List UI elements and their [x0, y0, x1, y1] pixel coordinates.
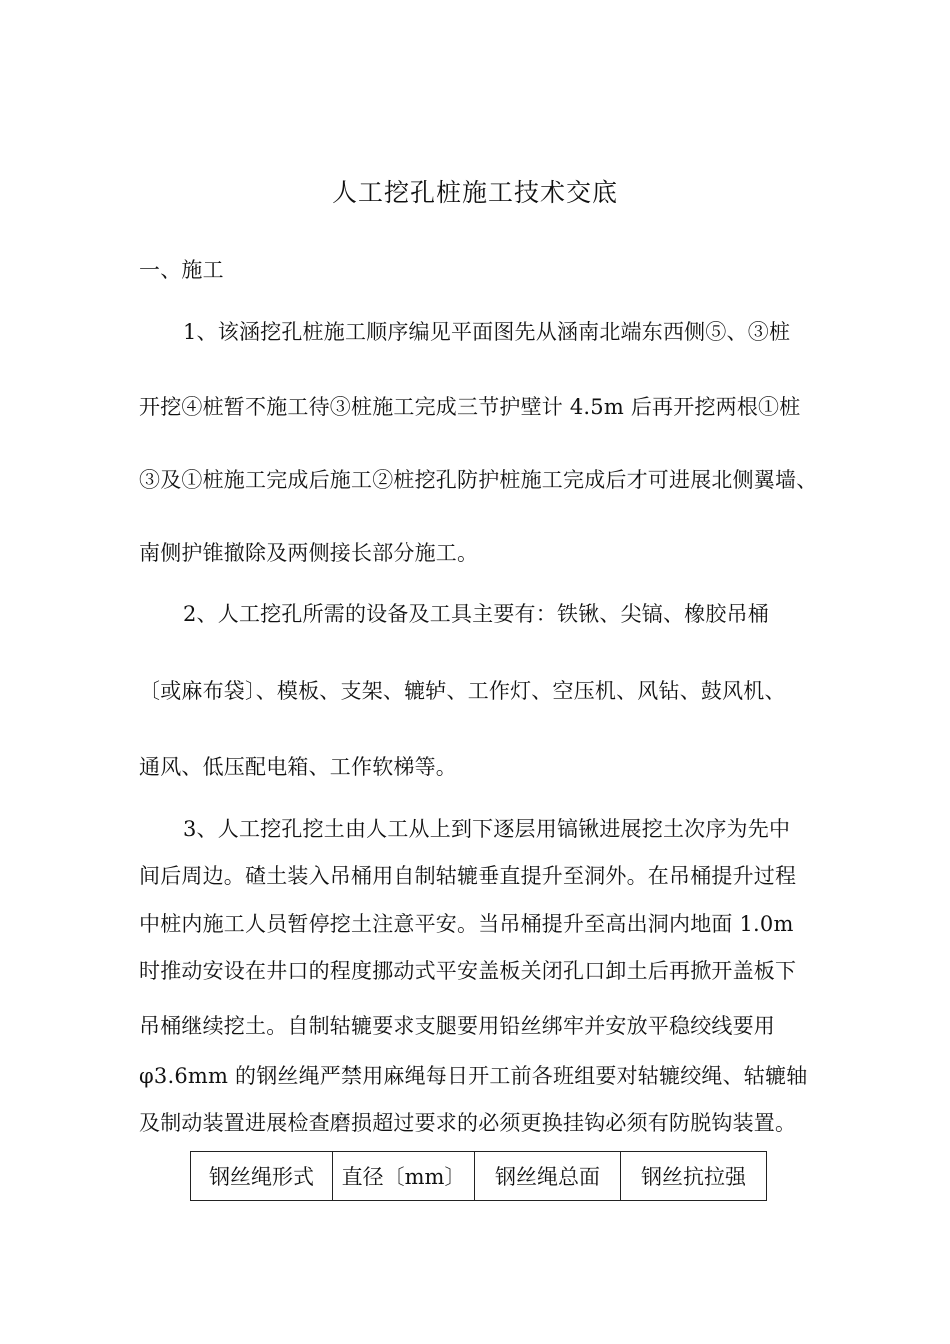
section-heading: 一、施工 — [139, 258, 224, 282]
paragraph-line: 时推动安设在井口的程度挪动式平安盖板关闭孔口卸土后再掀开盖板下 — [139, 959, 797, 983]
paragraph-line: 吊桶继续挖土。自制轱辘要求支腿要用铅丝绑牢并安放平稳绞线要用 — [139, 1014, 775, 1038]
table-header-row — [191, 1152, 767, 1201]
paragraph-line: 〔或麻布袋〕、模板、支架、辘轳、工作灯、空压机、风钻、鼓风机、 — [139, 679, 786, 703]
table-header-cell: 直径〔mm〕 — [333, 1152, 475, 1201]
paragraph-line: φ3.6mm 的钢丝绳严禁用麻绳每日开工前各班组要对轱辘绞绳、轱辘轴 — [139, 1064, 808, 1088]
page-title: 人工挖孔桩施工技术交底 — [331, 178, 618, 207]
paragraph-line: 间后周边。碴土装入吊桶用自制轱辘垂直提升至洞外。在吊桶提升过程 — [139, 864, 797, 888]
paragraph-line: 1、该涵挖孔桩施工顺序编见平面图先从涵南北端东西侧⑤、③桩 — [183, 320, 791, 344]
paragraph-line: 南侧护锥撤除及两侧接长部分施工。 — [139, 541, 479, 565]
paragraph-line: 中桩内施工人员暂停挖土注意平安。当吊桶提升至高出洞内地面 1.0m — [139, 912, 794, 936]
paragraph-line: 2、人工挖孔所需的设备及工具主要有：铁锹、尖镐、橡胶吊桶 — [183, 602, 769, 626]
steel-wire-rope-table — [190, 1151, 767, 1201]
table-header-cell: 钢丝绳总面 — [475, 1152, 621, 1201]
paragraph-line: 通风、低压配电箱、工作软梯等。 — [139, 755, 457, 779]
table-header-cell: 钢丝绳形式 — [191, 1152, 333, 1201]
paragraph-line: ③及①桩施工完成后施工②桩挖孔防护桩施工完成后才可进展北侧翼墙、 — [139, 468, 818, 492]
table-header-cell: 钢丝抗拉强 — [621, 1152, 767, 1201]
paragraph-line: 及制动装置进展检查磨损超过要求的必须更换挂钩必须有防脱钩装置。 — [139, 1111, 797, 1135]
paragraph-line: 3、人工挖孔挖土由人工从上到下逐层用镐锹进展挖土次序为先中 — [183, 817, 791, 841]
paragraph-line: 开挖④桩暂不施工待③桩施工完成三节护壁计 4.5m 后再开挖两根①桩 — [139, 395, 801, 419]
